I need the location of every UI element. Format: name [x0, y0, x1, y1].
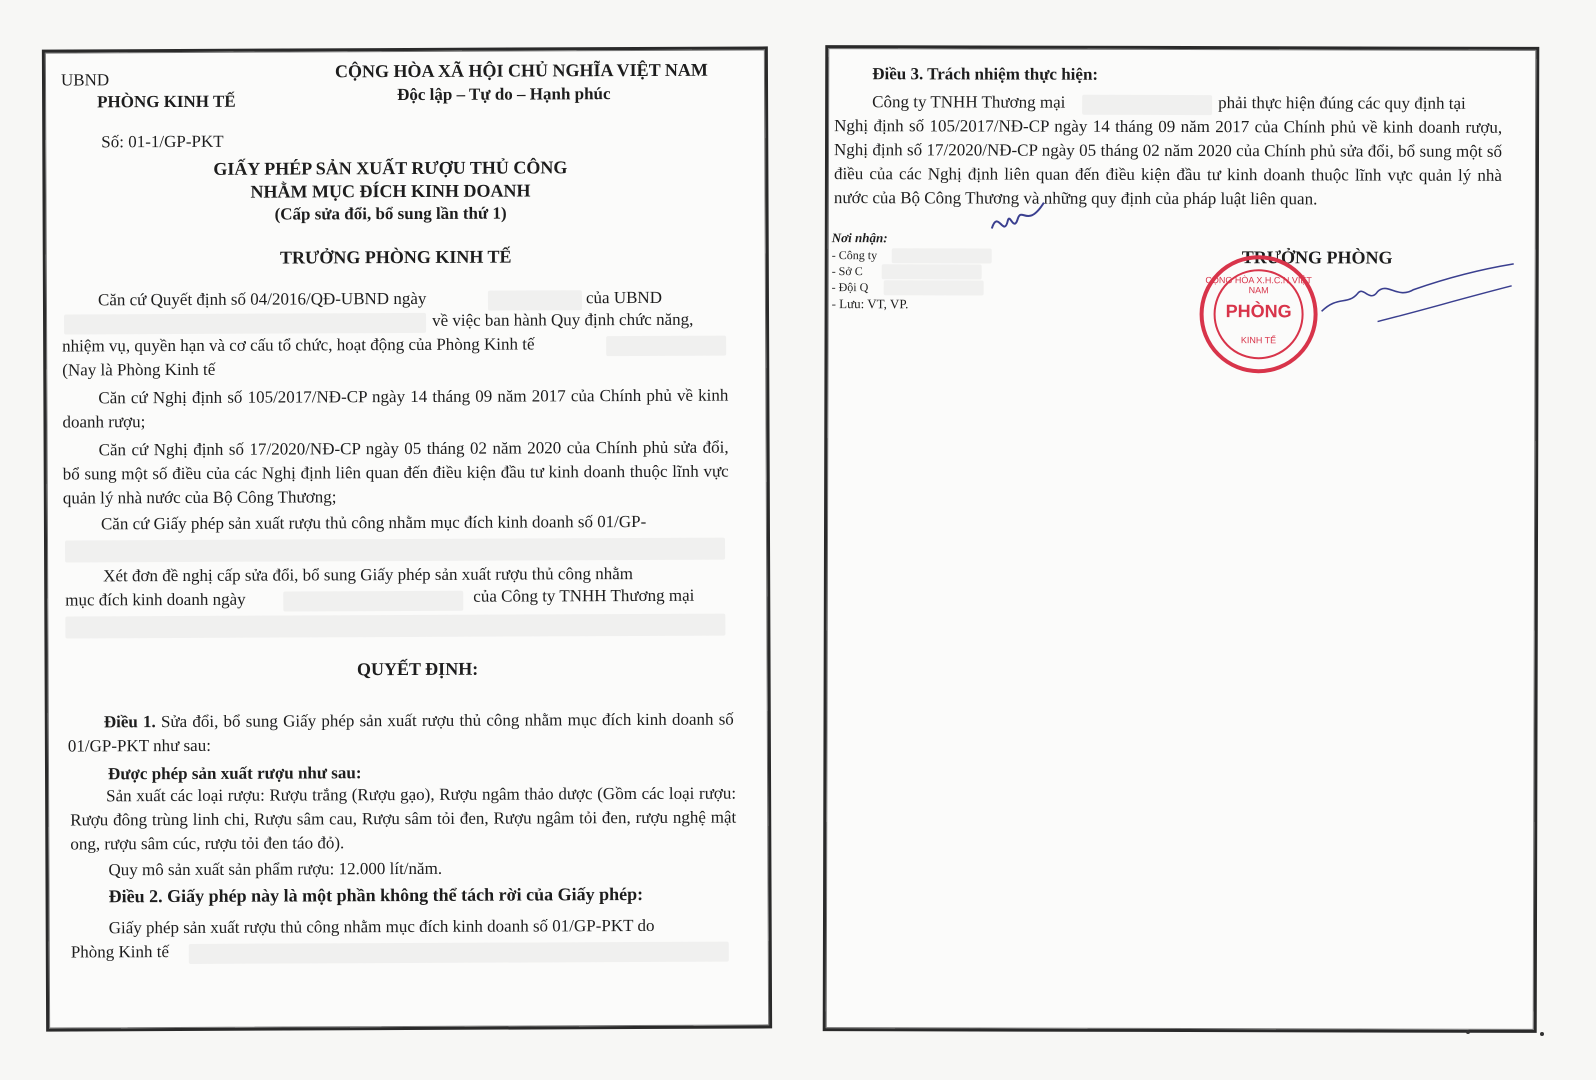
- document-page-2: [823, 45, 1540, 1033]
- recipient-3: - Đội Q: [831, 280, 869, 295]
- document-number: Số: 01-1/GP-PKT: [101, 131, 224, 152]
- issuing-authority: TRƯỞNG PHÒNG KINH TẾ: [279, 246, 512, 268]
- basis-1-a: Căn cứ Quyết định số 04/2016/QĐ-UBND ngày: [97, 288, 427, 310]
- redacted-block: [882, 264, 982, 279]
- org-line-1: UBND: [60, 70, 110, 90]
- official-stamp-icon: CỘNG HÒA X.H.C.N VIỆT NAM PHÒNG KINH TẾ: [1199, 255, 1317, 373]
- initials-signature-icon: [988, 198, 1048, 242]
- basis-1-b: của UBND: [585, 287, 663, 308]
- redacted-block: [1082, 95, 1212, 115]
- recipient-4: - Lưu: VT, VP.: [831, 296, 909, 312]
- redacted-block: [892, 248, 992, 263]
- scan-speck: [1466, 1030, 1470, 1034]
- scan-speck: [1540, 1032, 1544, 1036]
- article-1-subheading: Được phép sản xuất rượu như sau:: [107, 763, 362, 784]
- article-1: Điều 1. Sửa đổi, bổ sung Giấy phép sản xuất rượu thủ công nhằm mục đích kinh doanh số 01/GP-PKT như sau:: [67, 709, 734, 756]
- document-title-3: (Cấp sửa đổi, bổ sung lần thứ 1): [274, 203, 507, 224]
- document-title-1: GIẤY PHÉP SẢN XUẤT RƯỢU THỦ CÔNG: [213, 157, 568, 179]
- signer-title: TRƯỞNG PHÒNG: [1241, 247, 1393, 268]
- article-2-heading: Điều 2. Giấy phép này là một phần không thể tách rời của Giấy phép:: [108, 883, 644, 907]
- redacted-block: [283, 591, 463, 612]
- article-3-body: Nghị định số 105/2017/NĐ-CP ngày 14 tháng 09 năm 2017 của Chính phủ về kinh doanh rượu, Nghị định số 17/2020/NĐ-CP ngày 05 tháng 02 năm 2020 của Chính phủ sửa đổi, bổ sung một số điều của các Nghị định liên quan đến điều kiện đầu tư kinh doanh thuộc lĩnh vực quản lý nhà nước của Bộ Công Thương và những quy định của pháp luật liên quan.: [833, 116, 1503, 209]
- national-title: CỘNG HÒA XÃ HỘI CHỦ NGHĨA VIỆT NAM: [334, 59, 708, 82]
- article-2-text-b: Phòng Kinh tế: [70, 942, 170, 962]
- signature-icon: [1318, 255, 1518, 336]
- document-title-2: NHẰM MỤC ĐÍCH KINH DOANH: [250, 180, 531, 202]
- basis-3: Căn cứ Nghị định số 17/2020/NĐ-CP ngày 05 tháng 02 năm 2020 của Chính phủ sửa đổi, bổ sung một số điều của các Nghị định liên quan đến điều kiện đầu tư kinh doanh thuộc lĩnh vực quản lý nhà nước của Bộ Công Thương;: [62, 437, 729, 508]
- redacted-block: [189, 942, 729, 964]
- article-3-b: phải thực hiện đúng các quy định tại: [1218, 93, 1466, 113]
- decision-heading: QUYẾT ĐỊNH:: [356, 658, 479, 680]
- redacted-block: [606, 336, 726, 357]
- redacted-block: [65, 538, 725, 563]
- org-line-2: PHÒNG KINH TẾ: [97, 91, 236, 112]
- redacted-block: [65, 614, 725, 639]
- recipients-label: Nơi nhận:: [831, 230, 888, 246]
- recipient-2: - Sở C: [831, 264, 863, 279]
- basis-1-d: nhiệm vụ, quyền hạn và cơ cấu tổ chức, hoạt động của Phòng Kinh tế: [62, 334, 535, 356]
- article-1-scale: Quy mô sản xuất sản phẩm rượu: 12.000 lít/năm.: [108, 858, 443, 880]
- document-page-1: [42, 46, 772, 1031]
- redacted-block: [488, 290, 582, 310]
- national-motto: Độc lập – Tự do – Hạnh phúc: [397, 84, 611, 105]
- article-1-products: Sản xuất các loại rượu: Rượu trắng (Rượu gạo), Rượu ngâm thảo dược (Gồm các loại rượu: Rượu đông trùng linh chi, Rượu sâm cau, Rượu sâm tỏi đen, Rượu ngâm tỏi đen, rượu nghệ mật ong, rượu sâm cúc, rượu tỏi đen táo đỏ).: [70, 783, 737, 854]
- basis-2: Căn cứ Nghị định số 105/2017/NĐ-CP ngày 14 tháng 09 năm 2017 của Chính phủ về kinh doanh rượu;: [62, 385, 729, 432]
- article-3-a: Công ty TNHH Thương mại: [872, 92, 1066, 112]
- recipient-1: - Công ty: [831, 248, 878, 263]
- article-3-heading: Điều 3. Trách nhiệm thực hiện:: [872, 64, 1099, 84]
- request-b: mục đích kinh doanh ngày: [65, 589, 246, 610]
- basis-1-c: về việc ban hành Quy định chức năng,: [432, 309, 694, 330]
- request-a: Xét đơn đề nghị cấp sửa đổi, bổ sung Giấy phép sản xuất rượu thủ công nhằm: [103, 564, 633, 586]
- article-2-text-a: Giấy phép sản xuất rượu thủ công nhằm mục đích kinh doanh số 01/GP-PKT do: [108, 915, 655, 938]
- redacted-block: [64, 313, 426, 335]
- request-c: của Công ty TNHH Thương mại: [473, 585, 695, 606]
- basis-1-e: (Nay là Phòng Kinh tế: [62, 359, 216, 380]
- redacted-block: [884, 280, 984, 295]
- basis-4: Căn cứ Giấy phép sản xuất rượu thủ công nhằm mục đích kinh doanh số 01/GP-: [100, 511, 647, 534]
